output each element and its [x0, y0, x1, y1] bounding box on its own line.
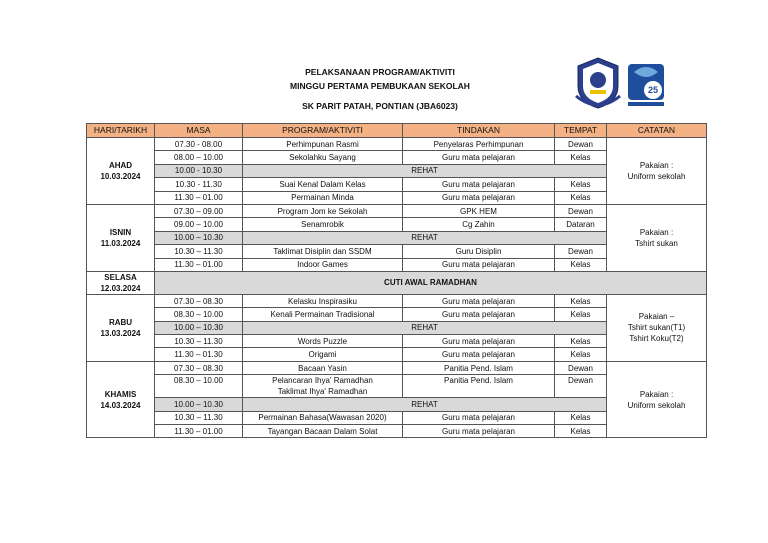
table-row	[87, 294, 707, 307]
rehat-cell: REHAT	[243, 164, 607, 177]
day-cell-selasa: SELASA 12.03.2024	[87, 271, 155, 294]
tempat-cell: Dewan	[555, 138, 607, 151]
masa-cell: 11.30 – 01.30	[155, 348, 243, 361]
program-cell: Perhimpunan Rasmi	[243, 138, 403, 151]
rehat-cell: REHAT	[243, 321, 607, 334]
program-cell: Permainan Bahasa(Wawasan 2020)	[243, 411, 403, 424]
tindakan-cell: Guru mata pelajaran	[403, 294, 555, 307]
tindakan-cell: Guru mata pelajaran	[403, 335, 555, 348]
tempat-cell: Dewan	[555, 245, 607, 258]
masa-cell: 08.30 – 10.00	[155, 308, 243, 321]
tempat-cell: Kelas	[555, 178, 607, 191]
masa-cell: 10.00 – 10.30	[155, 231, 243, 244]
tempat-cell: Kelas	[555, 258, 607, 271]
rehat-cell: REHAT	[243, 398, 607, 411]
cuti-cell: CUTI AWAL RAMADHAN	[155, 271, 707, 294]
masa-cell: 08.30 – 10.00	[155, 375, 243, 398]
program-cell: Permainan Minda	[243, 191, 403, 204]
col-program: PROGRAM/AKTIVITI	[243, 124, 403, 138]
tempat-cell: Kelas	[555, 294, 607, 307]
tempat-cell: Kelas	[555, 425, 607, 438]
masa-cell: 10.30 – 11.30	[155, 335, 243, 348]
program-cell: Senamrobik	[243, 218, 403, 231]
program-cell: Pelancaran Ihya' Ramadhan Taklimat Ihya' Ramadhan	[243, 375, 403, 398]
tempat-cell: Dataran	[555, 218, 607, 231]
schedule-table	[86, 123, 707, 438]
program-cell: Bacaan Yasin	[243, 361, 403, 374]
program-cell: Origami	[243, 348, 403, 361]
masa-cell: 10.00 – 10.30	[155, 321, 243, 334]
tindakan-cell: Guru mata pelajaran	[403, 308, 555, 321]
masa-cell: 10.30 – 11.30	[155, 245, 243, 258]
program-cell: Words Puzzle	[243, 335, 403, 348]
col-masa: MASA	[155, 124, 243, 138]
col-tempat: TEMPAT	[555, 124, 607, 138]
masa-cell: 11.30 – 01.00	[155, 191, 243, 204]
tindakan-cell: Penyelaras Perhimpunan	[403, 138, 555, 151]
tindakan-cell: GPK HEM	[403, 204, 555, 217]
masa-cell: 07.30 – 08.30	[155, 361, 243, 374]
tindakan-cell: Guru mata pelajaran	[403, 411, 555, 424]
table-row	[87, 138, 707, 151]
day-cell-khamis: KHAMIS 14.03.2024	[87, 361, 155, 438]
table-row	[87, 271, 707, 294]
tempat-cell: Kelas	[555, 335, 607, 348]
masa-cell: 09.00 – 10.00	[155, 218, 243, 231]
day-cell-rabu: RABU 13.03.2024	[87, 294, 155, 361]
program-cell: Sekolahku Sayang	[243, 151, 403, 164]
program-cell: Suai Kenal Dalam Kelas	[243, 178, 403, 191]
logo-number: 25	[647, 85, 659, 95]
masa-cell: 10.30 - 11.30	[155, 178, 243, 191]
program-cell: Program Jom ke Sekolah	[243, 204, 403, 217]
program-cell: Indoor Games	[243, 258, 403, 271]
tindakan-cell: Panitia Pend. Islam	[403, 361, 555, 374]
tempat-cell: Kelas	[555, 411, 607, 424]
title-line-2: MINGGU PERTAMA PEMBUKAAN SEKOLAH	[290, 81, 470, 91]
program-cell: Taklimat Disiplin dan SSDM	[243, 245, 403, 258]
tindakan-cell: Guru mata pelajaran	[403, 348, 555, 361]
tempat-cell: Kelas	[555, 308, 607, 321]
rehat-cell: REHAT	[243, 231, 607, 244]
table-header-row	[87, 124, 707, 138]
tempat-cell: Dewan	[555, 204, 607, 217]
table-row	[87, 204, 707, 217]
masa-cell: 10.00 – 10.30	[155, 398, 243, 411]
masa-cell: 11.30 – 01.00	[155, 425, 243, 438]
masa-cell: 07.30 – 09.00	[155, 204, 243, 217]
tindakan-cell: Guru mata pelajaran	[403, 425, 555, 438]
col-hari-tarikh: HARI/TARIKH	[87, 124, 155, 138]
catatan-cell-rabu: Pakaian – Tshirt sukan(T1) Tshirt Koku(T2)	[607, 294, 707, 361]
masa-cell: 10.00 - 10.30	[155, 164, 243, 177]
masa-cell: 11.30 – 01.00	[155, 258, 243, 271]
tempat-cell: Kelas	[555, 151, 607, 164]
tindakan-cell: Cg Zahin	[403, 218, 555, 231]
tindakan-cell: Guru Disiplin	[403, 245, 555, 258]
tindakan-cell: Guru mata pelajaran	[403, 191, 555, 204]
tindakan-cell: Guru mata pelajaran	[403, 258, 555, 271]
catatan-cell-isnin: Pakaian : Tshirt sukan	[607, 204, 707, 271]
tempat-cell: Dewan	[555, 375, 607, 398]
masa-cell: 08.00 – 10.00	[155, 151, 243, 164]
tindakan-cell: Guru mata pelajaran	[403, 151, 555, 164]
tempat-cell: Kelas	[555, 348, 607, 361]
program-cell: Kenali Permainan Tradisional	[243, 308, 403, 321]
program-cell: Tayangan Bacaan Dalam Solat	[243, 425, 403, 438]
day-cell-isnin: ISNIN 11.03.2024	[87, 204, 155, 271]
catatan-cell-khamis: Pakaian : Uniform sekolah	[607, 361, 707, 438]
tempat-cell: Dewan	[555, 361, 607, 374]
tempat-cell: Kelas	[555, 191, 607, 204]
masa-cell: 10.30 – 11.30	[155, 411, 243, 424]
col-catatan: CATATAN	[607, 124, 707, 138]
anniversary-logo	[624, 60, 668, 108]
title-line-1: PELAKSANAAN PROGRAM/AKTIVITI	[305, 67, 455, 77]
masa-cell: 07.30 - 08.00	[155, 138, 243, 151]
tindakan-cell: Guru mata pelajaran	[403, 178, 555, 191]
school-crest-logo	[574, 56, 622, 110]
program-cell: Kelasku Inspirasiku	[243, 294, 403, 307]
school-name: SK PARIT PATAH, PONTIAN (JBA6023)	[302, 101, 458, 111]
day-cell-ahad: AHAD 10.03.2024	[87, 138, 155, 205]
catatan-cell-ahad: Pakaian : Uniform sekolah	[607, 138, 707, 205]
table-row	[87, 361, 707, 374]
masa-cell: 07.30 – 08.30	[155, 294, 243, 307]
tindakan-cell: Panitia Pend. Islam	[403, 375, 555, 398]
col-tindakan: TINDAKAN	[403, 124, 555, 138]
